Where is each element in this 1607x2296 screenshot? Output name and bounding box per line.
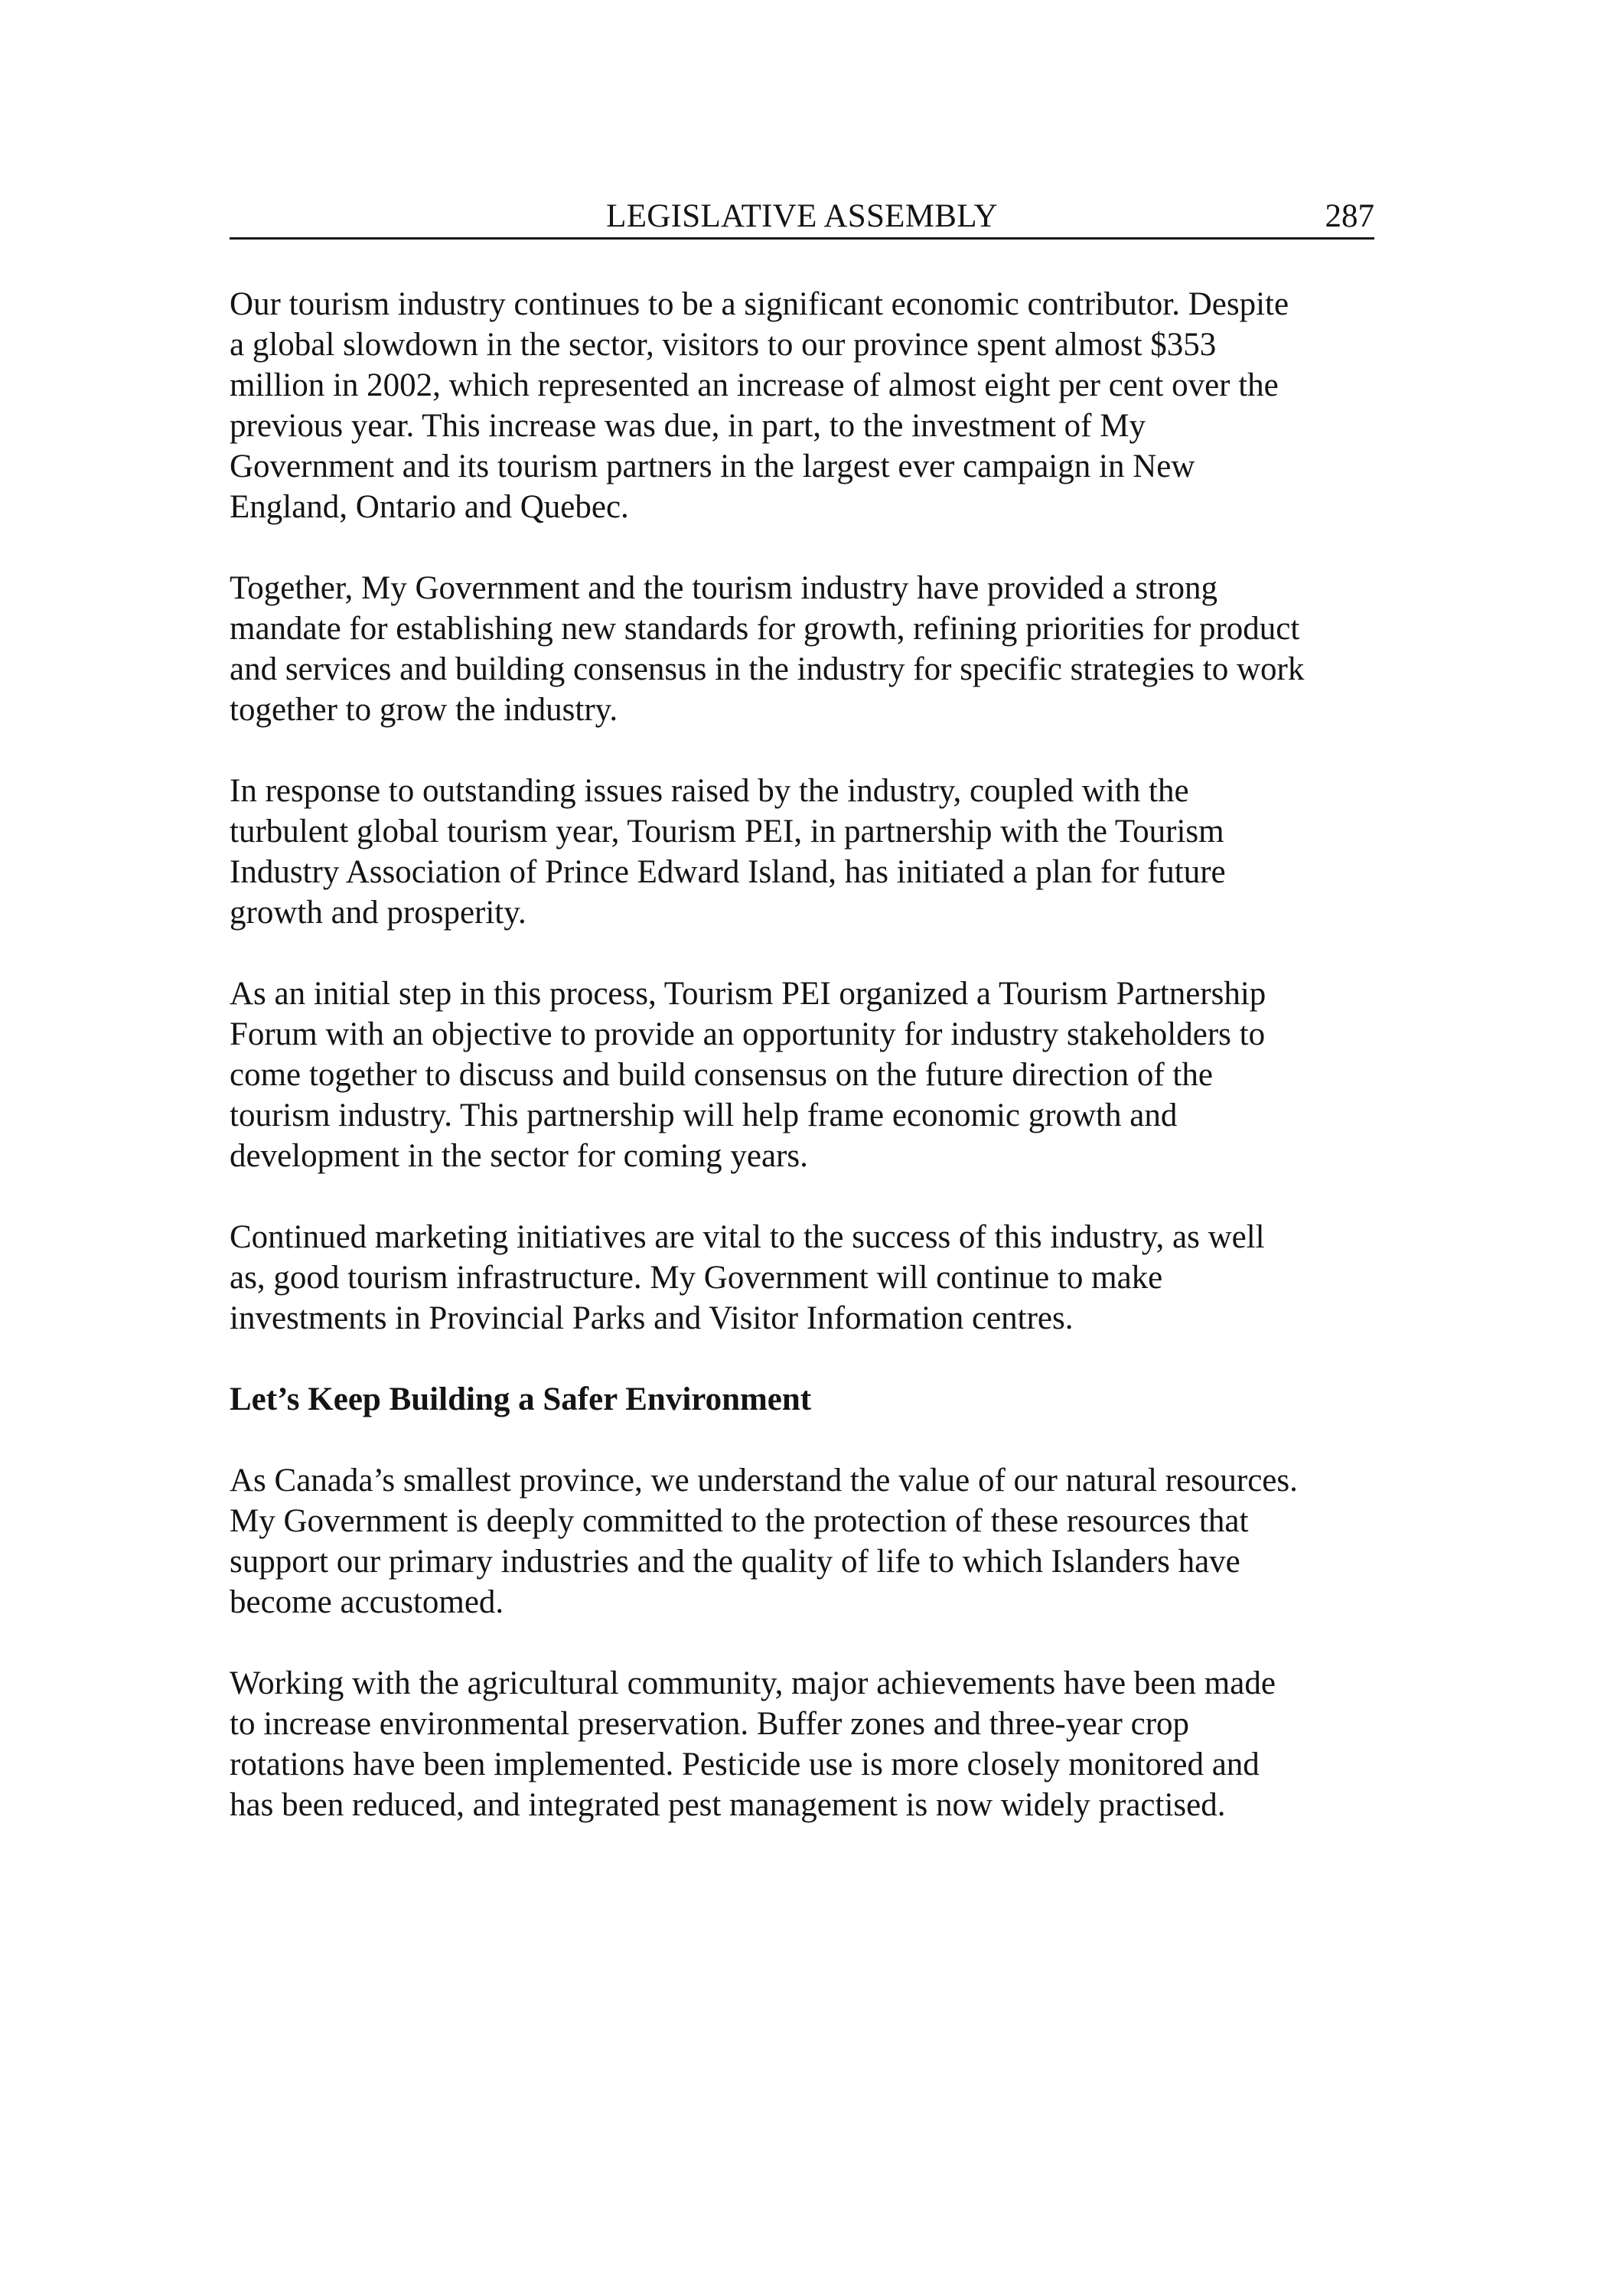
text-line: My Government is deeply committed to the protection of these resources that bbox=[230, 1503, 1249, 1539]
running-header bbox=[230, 196, 1374, 240]
text-line: to increase environmental preservation. Buffer zones and three-year crop bbox=[230, 1706, 1190, 1742]
text-line: Continued marketing initiatives are vital to the success of this industry, as well bbox=[230, 1219, 1265, 1255]
paragraph-tourism-contributor bbox=[230, 284, 1374, 527]
paragraph-natural-resources bbox=[230, 1460, 1374, 1623]
text-line: tourism industry. This partnership will help frame economic growth and bbox=[230, 1097, 1178, 1133]
paragraph-mandate bbox=[230, 568, 1374, 730]
section-heading: Let’s Keep Building a Safer Environment bbox=[230, 1381, 812, 1417]
text-line: Government and its tourism partners in the largest ever campaign in New bbox=[230, 448, 1195, 484]
text-line: rotations have been implemented. Pesticide use is more closely monitored and bbox=[230, 1746, 1260, 1782]
paragraph-partnership-forum bbox=[230, 974, 1374, 1176]
body-text bbox=[230, 284, 1374, 1866]
text-line: and services and building consensus in the industry for specific strategies to work bbox=[230, 651, 1305, 687]
text-line: England, Ontario and Quebec. bbox=[230, 489, 629, 525]
text-line: Working with the agricultural community, major achievements have been made bbox=[230, 1665, 1276, 1701]
text-line: as, good tourism infrastructure. My Government will continue to make bbox=[230, 1260, 1163, 1296]
text-line: previous year. This increase was due, in part, to the investment of My bbox=[230, 408, 1146, 444]
text-line: become accustomed. bbox=[230, 1584, 504, 1620]
text-line: Industry Association of Prince Edward Island, has initiated a plan for future bbox=[230, 854, 1226, 890]
text-line: investments in Provincial Parks and Visitor Information centres. bbox=[230, 1300, 1074, 1336]
text-line: growth and prosperity. bbox=[230, 895, 526, 931]
text-line: Together, My Government and the tourism industry have provided a strong bbox=[230, 570, 1217, 606]
text-line: a global slowdown in the sector, visitors to our province spent almost $353 bbox=[230, 327, 1217, 363]
paragraph-marketing-initiatives bbox=[230, 1217, 1374, 1339]
text-line: come together to discuss and build consensus on the future direction of the bbox=[230, 1057, 1213, 1093]
text-line: turbulent global tourism year, Tourism PEI, in partnership with the Tourism bbox=[230, 814, 1224, 850]
text-line: As an initial step in this process, Tourism PEI organized a Tourism Partnership bbox=[230, 976, 1266, 1012]
paragraph-agricultural-community bbox=[230, 1663, 1374, 1825]
text-line: Our tourism industry continues to be a significant economic contributor. Despite bbox=[230, 286, 1289, 322]
header-title: LEGISLATIVE ASSEMBLY bbox=[606, 198, 998, 234]
paragraph-future-plan bbox=[230, 771, 1374, 933]
text-line: together to grow the industry. bbox=[230, 692, 618, 728]
text-line: million in 2002, which represented an increase of almost eight per cent over the bbox=[230, 367, 1279, 403]
text-line: support our primary industries and the quality of life to which Islanders have bbox=[230, 1544, 1240, 1580]
text-line: As Canada’s smallest province, we understand the value of our natural resources. bbox=[230, 1463, 1298, 1499]
text-line: development in the sector for coming years. bbox=[230, 1138, 808, 1174]
text-line: has been reduced, and integrated pest management is now widely practised. bbox=[230, 1787, 1226, 1823]
page-number: 287 bbox=[1325, 198, 1374, 234]
text-line: mandate for establishing new standards for growth, refining priorities for product bbox=[230, 611, 1300, 647]
text-line: Forum with an objective to provide an opportunity for industry stakeholders to bbox=[230, 1016, 1266, 1052]
text-line: In response to outstanding issues raised by the industry, coupled with the bbox=[230, 773, 1189, 809]
